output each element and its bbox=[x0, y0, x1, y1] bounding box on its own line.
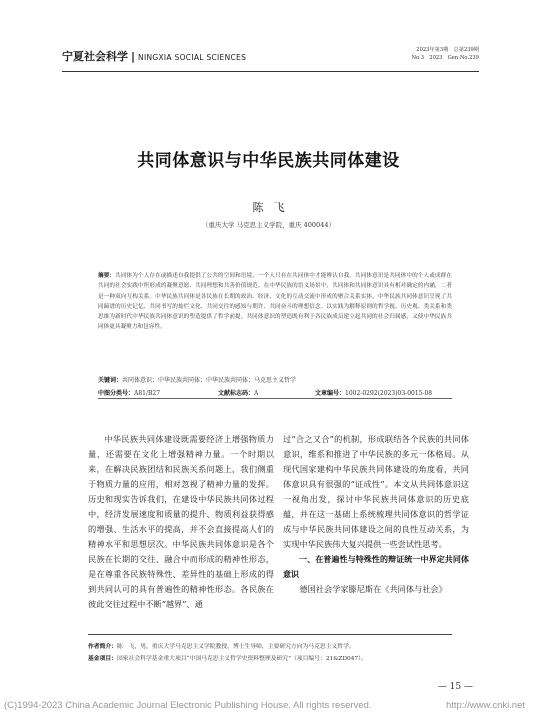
journal-name-cn: 宁夏社会科学 bbox=[62, 50, 128, 63]
abstract-text: 共同体为个人存在或描述自我提供了公共的空间和语境，一个人只有在共同体中才能辨认自我。共同体意识是共同体中的个人或成群在共同的社会实践中所形成的凝聚意愿、共同理想和共善价值规范。在中华民族的语义场景中，共同体和共同体意识具有相对确定的内涵，二者是一种双向互构关系。中华民族共同体是各民族在长期的政治、经济、文化的互动交流中形成的聚合关系实体。中华民族共同体意识呈现了共同蹄谱的历史记忆、共同书写的灿烂文化、共同交往的感知与期许、共同奋斗的理想信念。以实践为解释原则的哲学视、历史观、类关系和类思维为新时代中华民族共同体意识的塑造提供了哲学前提。共同体意识的塑造既有利于各民族成员建立起共同的社会归属感，又使中华民族共同体更具凝聚力和包容性。 bbox=[98, 273, 453, 331]
cnki-url: http://www.cnki.net bbox=[445, 700, 525, 711]
abstract bbox=[98, 271, 452, 376]
author-affiliation: （重庆大学 马克思主义学院，重庆 400044） bbox=[202, 221, 335, 229]
issue-en: No.3 2023 Gen.No.239 bbox=[411, 55, 479, 61]
copyright-watermark bbox=[4, 700, 533, 711]
keywords-label: 关键词： bbox=[98, 377, 123, 384]
article-title: 共同体意识与中华民族共同体建设 bbox=[137, 151, 400, 171]
document-code: 文献标志码：A bbox=[218, 390, 259, 397]
article-number: 文章编号：1002-0292(2023)03-0015-08 bbox=[315, 390, 433, 397]
journal-name-en: NINGXIA SOCIAL SCIENCES bbox=[138, 53, 247, 62]
journal-name bbox=[62, 48, 246, 64]
body-column-right bbox=[283, 432, 469, 597]
classification-line bbox=[98, 388, 452, 399]
copyright-text: (C)1994-2023 China Academic Journal Electronic Publishing House. All rights reserved. bbox=[4, 700, 372, 711]
issue-cn: 2023年第3期 总第239期 bbox=[416, 47, 479, 53]
abstract-label: 摘要： bbox=[98, 273, 116, 279]
footnotes bbox=[88, 634, 452, 665]
section-first-line: 德国社会学家滕尼斯在《共同体与社会》 bbox=[299, 584, 447, 594]
author-bio: 作者简介：陈 飞，男，重庆大学马克思主义学院教授，博士生导师，主要研究方向为马克思主义哲学。 bbox=[88, 644, 355, 650]
running-header bbox=[62, 38, 479, 72]
keywords bbox=[98, 375, 452, 384]
header-separator: | bbox=[131, 50, 136, 63]
page-number: — 15 — bbox=[437, 682, 473, 692]
author-name: 陈飞 bbox=[252, 201, 295, 214]
fund-info: 基金项目：国家社会科学基金重大项目“中国马克思主义哲学史资料整理及研究”（项目编号：21&ZD047）。 bbox=[88, 656, 367, 662]
body-paragraph-continued: 过“合之又合”的机制，形成联结各个民族的共同体意识，维系和推进了中华民族的多元一体格局。从现代国家建构中华民族共同体建设的角度看，共同体意识具有很强的“证成性”。本文从共同体意识这一视角出发，探讨中华民族共同体意识的历史底蕴，并在这一基础上系统梳理共同体意识的哲学证成与中华民族共同体建设之间的良性互动关系，为实现中华民族伟大复兴提供一些尝试性思考。 bbox=[283, 434, 469, 549]
keywords-text: 共同体意识；中华民族共同体；中华民族共同体；马克思主义哲学 bbox=[122, 377, 297, 384]
issue-info bbox=[412, 46, 479, 62]
section-heading: 一、在普遍性与特殊性的辩证统一中界定共同体意识 bbox=[283, 555, 469, 579]
body-column-left bbox=[88, 432, 274, 612]
body-paragraph: 中华民族共同体建设既需要经济上增强物质力量，还需要在文化上增强精神力量。一个时期以来，在解决民族团结和民族关系问题上，我们侧重于物质力量的应用，相对忽视了精神力量的发挥。历史和现实告诉我们，在建设中华民族共同体过程中，经济发展速度和质量的提升、物质利益获得感的增强、生活水平的提高，并不会直接提高人们的精神水平和思想层次。中华民族共同体意识是各个民族在长期的交往、融合中而形成的精神性形态，是在尊重各民族特殊性、差异性的基础上形成的得到共同认可的具有普遍性的精神性形态。各民族在彼此交往过程中不断“越界”、通 bbox=[88, 434, 274, 609]
clc-number: 中图分类号：A81/B27 bbox=[98, 390, 161, 397]
